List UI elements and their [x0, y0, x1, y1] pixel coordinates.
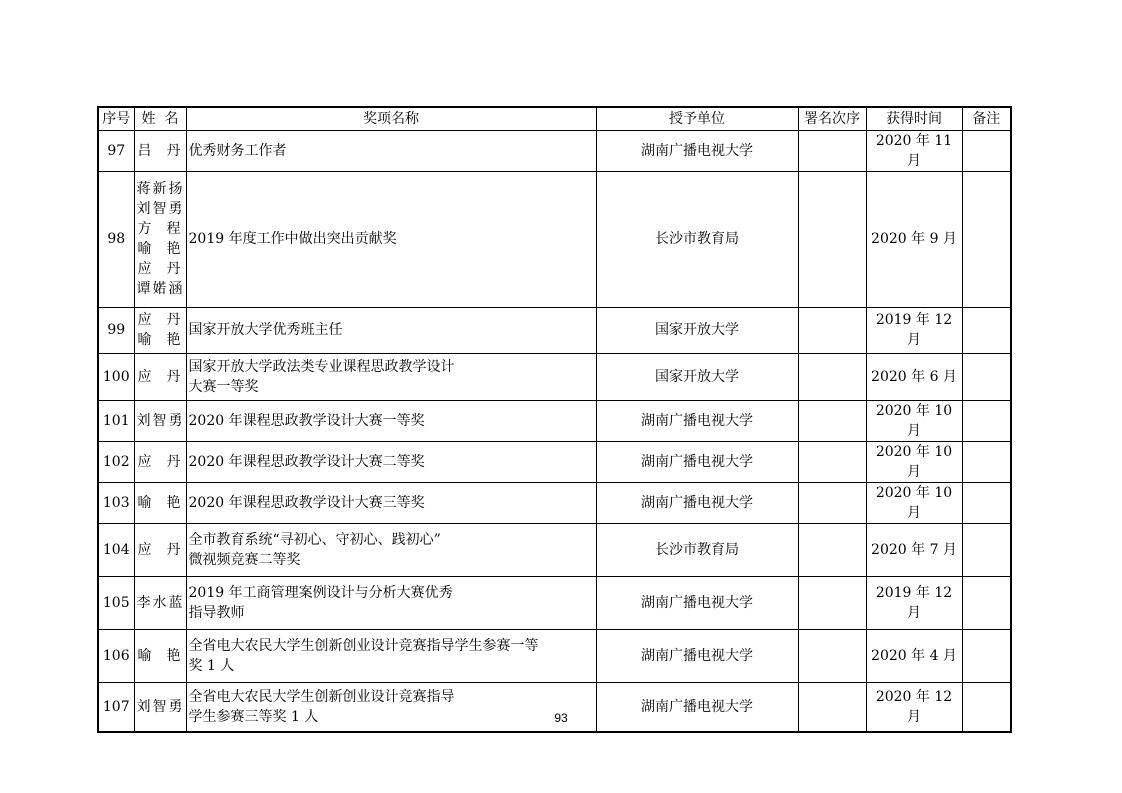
table-row: [98, 629, 1011, 682]
seq-cell: 106: [98, 629, 134, 682]
name-cell: [134, 307, 186, 353]
person-name: 刘智勇: [136, 412, 185, 429]
table-row: [98, 482, 1011, 523]
seq-cell: 99: [98, 307, 134, 353]
header-seq: 序号: [98, 107, 134, 130]
issuer-cell: 湖南广播电视大学: [596, 130, 798, 171]
table-row: [98, 307, 1011, 353]
award-text: 微视频竞赛二等奖: [188, 551, 301, 568]
name-cell: [134, 130, 186, 171]
header-date: 获得时间: [866, 107, 962, 130]
award-cell: [186, 629, 596, 682]
rank-cell: [798, 353, 866, 400]
award-text: 优秀财务工作者: [188, 142, 287, 159]
rank-cell: [798, 629, 866, 682]
award-text: 奖 1 人: [188, 657, 235, 674]
table-row: [98, 576, 1011, 629]
note-cell: [962, 523, 1011, 576]
note-cell: [962, 400, 1011, 441]
person-name: 李水蓝: [136, 594, 185, 611]
table-row: [98, 130, 1011, 171]
person-name: 吕 丹: [137, 142, 183, 159]
person-name: 喻 艳: [137, 494, 183, 511]
issuer-cell: 长沙市教育局: [596, 523, 798, 576]
note-cell: [962, 576, 1011, 629]
seq-cell: 105: [98, 576, 134, 629]
note-cell: [962, 307, 1011, 353]
date-cell: 2020 年 9 月: [866, 171, 962, 307]
table-body: [98, 130, 1011, 732]
note-cell: [962, 482, 1011, 523]
rank-cell: [798, 523, 866, 576]
rank-cell: [798, 576, 866, 629]
name-cell: [134, 400, 186, 441]
rank-cell: [798, 482, 866, 523]
header-note: 备注: [962, 107, 1011, 130]
seq-cell: 98: [98, 171, 134, 307]
date-cell: 2020 年 6 月: [866, 353, 962, 400]
seq-cell: 101: [98, 400, 134, 441]
award-cell: [186, 576, 596, 629]
name-cell: [134, 441, 186, 482]
award-text: 国家开放大学优秀班主任: [188, 322, 343, 338]
person-name: 喻 艳: [137, 647, 183, 664]
rank-cell: [798, 307, 866, 353]
name-cell: [134, 482, 186, 523]
person-name: 刘智勇: [136, 698, 185, 715]
note-cell: [962, 171, 1011, 307]
person-name: 刘智勇: [136, 201, 185, 217]
award-text: 指导教师: [188, 604, 245, 621]
name-cell: [134, 171, 186, 307]
award-text: 学生参赛三等奖 1 人: [188, 708, 319, 725]
person-name: 喻 艳: [137, 332, 183, 348]
award-text: 2020 年课程思政教学设计大赛三等奖: [188, 494, 425, 511]
award-text: 全省电大农民大学生创新创业设计竞赛指导: [188, 688, 455, 705]
header-issuer: 授予单位: [596, 107, 798, 130]
award-cell: [186, 171, 596, 307]
award-cell: [186, 400, 596, 441]
note-cell: [962, 353, 1011, 400]
person-name: 应 丹: [137, 312, 183, 328]
issuer-cell: 国家开放大学: [596, 353, 798, 400]
header-rank: 署名次序: [798, 107, 866, 130]
person-name: 应 丹: [137, 368, 183, 385]
issuer-cell: 湖南广播电视大学: [596, 576, 798, 629]
note-cell: [962, 629, 1011, 682]
issuer-cell: 湖南广播电视大学: [596, 629, 798, 682]
person-name: 应 丹: [137, 453, 183, 470]
seq-cell: 107: [98, 682, 134, 732]
seq-cell: 104: [98, 523, 134, 576]
table-row: [98, 400, 1011, 441]
issuer-cell: 国家开放大学: [596, 307, 798, 353]
award-text: 全省电大农民大学生创新创业设计竞赛指导学生参赛一等: [188, 637, 539, 654]
table-row: [98, 441, 1011, 482]
person-name: 应 丹: [137, 541, 183, 558]
award-cell: [186, 353, 596, 400]
note-cell: [962, 441, 1011, 482]
award-text: 国家开放大学政法类专业课程思政教学设计: [188, 358, 455, 375]
person-name: 应 丹: [137, 261, 183, 277]
seq-cell: 102: [98, 441, 134, 482]
name-cell: [134, 523, 186, 576]
issuer-cell: 湖南广播电视大学: [596, 400, 798, 441]
person-name: 蒋新扬: [136, 181, 185, 197]
issuer-cell: 湖南广播电视大学: [596, 441, 798, 482]
rank-cell: [798, 171, 866, 307]
header-award: 奖项名称: [186, 107, 596, 130]
person-name: 谭婼涵: [136, 281, 185, 297]
issuer-cell: 湖南广播电视大学: [596, 482, 798, 523]
award-cell: [186, 130, 596, 171]
table-row: [98, 171, 1011, 307]
header-row: [98, 107, 1011, 130]
note-cell: [962, 130, 1011, 171]
date-cell: 2020 年 4 月: [866, 629, 962, 682]
award-cell: [186, 482, 596, 523]
award-cell: [186, 307, 596, 353]
award-text: 2019 年工商管理案例设计与分析大赛优秀: [188, 584, 453, 601]
name-cell: [134, 576, 186, 629]
page-number: 93: [554, 711, 568, 725]
award-text: 大赛一等奖: [188, 378, 259, 395]
award-table: [97, 106, 1012, 733]
date-cell: 2020 年 7 月: [866, 523, 962, 576]
rank-cell: [798, 400, 866, 441]
date-cell: 2020 年 11 月: [866, 130, 962, 171]
date-cell: 2019 年 12 月: [866, 307, 962, 353]
award-cell: [186, 441, 596, 482]
award-text: 2020 年课程思政教学设计大赛二等奖: [188, 453, 425, 470]
issuer-cell: 长沙市教育局: [596, 171, 798, 307]
seq-cell: 103: [98, 482, 134, 523]
header-name: 姓 名: [134, 107, 186, 130]
date-cell: 2020 年 10 月: [866, 482, 962, 523]
award-text: 全市教育系统“寻初心、守初心、践初心”: [188, 531, 441, 548]
person-name: 方 程: [137, 221, 183, 237]
rank-cell: [798, 441, 866, 482]
seq-cell: 97: [98, 130, 134, 171]
date-cell: 2019 年 12 月: [866, 576, 962, 629]
date-cell: 2020 年 10 月: [866, 400, 962, 441]
award-cell: [186, 523, 596, 576]
issuer-cell: 湖南广播电视大学: [596, 682, 798, 732]
date-cell: 2020 年 10 月: [866, 441, 962, 482]
table-row: [98, 353, 1011, 400]
person-name: 喻 艳: [137, 241, 183, 257]
table-row: [98, 523, 1011, 576]
name-cell: [134, 353, 186, 400]
award-text: 2020 年课程思政教学设计大赛一等奖: [188, 412, 425, 429]
award-text: 2019 年度工作中做出突出贡献奖: [188, 231, 397, 247]
rank-cell: [798, 130, 866, 171]
name-cell: [134, 629, 186, 682]
seq-cell: 100: [98, 353, 134, 400]
date-cell: 2020 年 12 月: [866, 682, 962, 732]
